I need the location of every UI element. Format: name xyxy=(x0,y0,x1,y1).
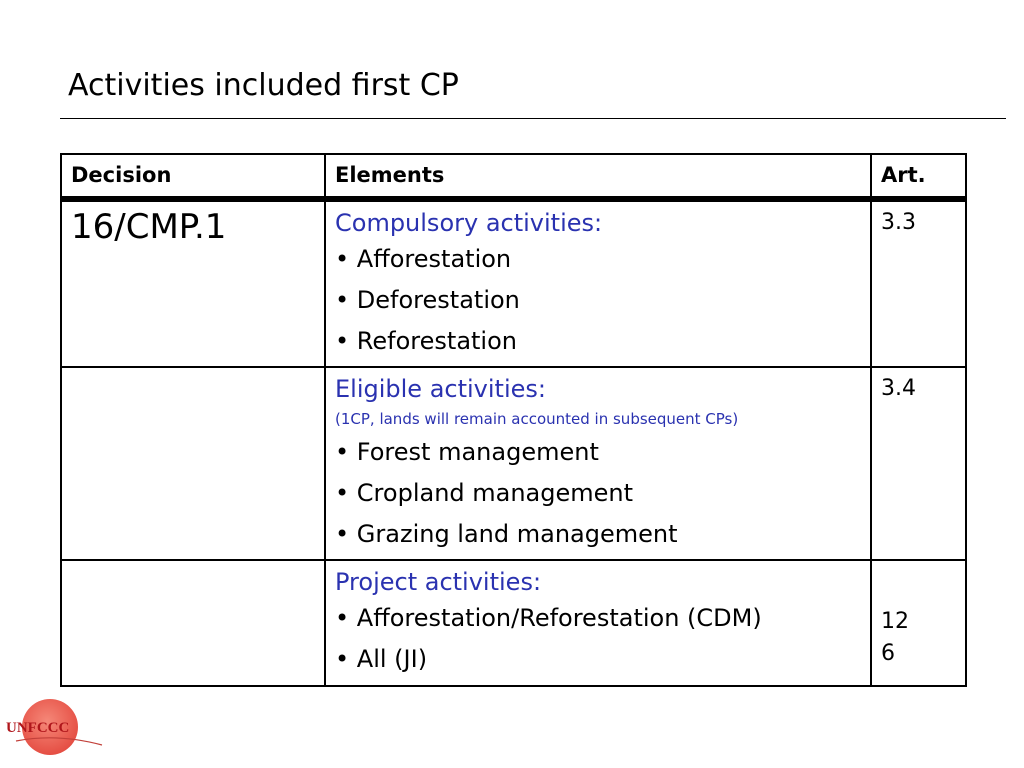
title-divider xyxy=(60,118,1006,119)
art-value: 12 xyxy=(881,609,909,634)
art-value: 3.3 xyxy=(881,210,916,235)
list-item: • Deforestation xyxy=(335,280,861,321)
slide-title: Activities included first CP xyxy=(68,68,459,103)
list-item: • All (JI) xyxy=(335,639,861,680)
decision-cell xyxy=(61,199,325,367)
elements-cell xyxy=(325,199,871,367)
list-item: • Afforestation/Reforestation (CDM) xyxy=(335,598,861,639)
decision-value: 16/CMP.1 xyxy=(71,207,227,247)
table-row xyxy=(61,367,966,560)
table-row xyxy=(61,560,966,686)
art-cell xyxy=(871,199,966,367)
header-decision: Decision xyxy=(61,154,325,199)
table-row xyxy=(61,199,966,367)
list-item: • Reforestation xyxy=(335,321,861,362)
list-item: • Forest management xyxy=(335,432,861,473)
list-item: • Cropland management xyxy=(335,473,861,514)
activity-heading: Eligible activities: xyxy=(335,375,546,403)
activity-heading: Project activities: xyxy=(335,568,542,596)
decision-cell xyxy=(61,560,325,686)
header-art: Art. xyxy=(871,154,966,199)
logo-text: UNFCCC xyxy=(6,720,70,736)
elements-cell xyxy=(325,560,871,686)
list-item: • Grazing land management xyxy=(335,514,861,555)
art-cell xyxy=(871,367,966,560)
art-value: 3.4 xyxy=(881,376,916,401)
header-elements: Elements xyxy=(325,154,871,199)
activity-heading: Compulsory activities: xyxy=(335,209,603,237)
list-item: • Afforestation xyxy=(335,239,861,280)
table-header-row xyxy=(61,154,966,199)
art-value: 6 xyxy=(881,641,895,666)
activities-table xyxy=(60,153,967,687)
art-cell xyxy=(871,560,966,686)
activity-note: (1CP, lands will remain accounted in subsequent CPs) xyxy=(335,410,739,428)
elements-cell xyxy=(325,367,871,560)
decision-cell xyxy=(61,367,325,560)
unfccc-logo xyxy=(2,697,106,761)
